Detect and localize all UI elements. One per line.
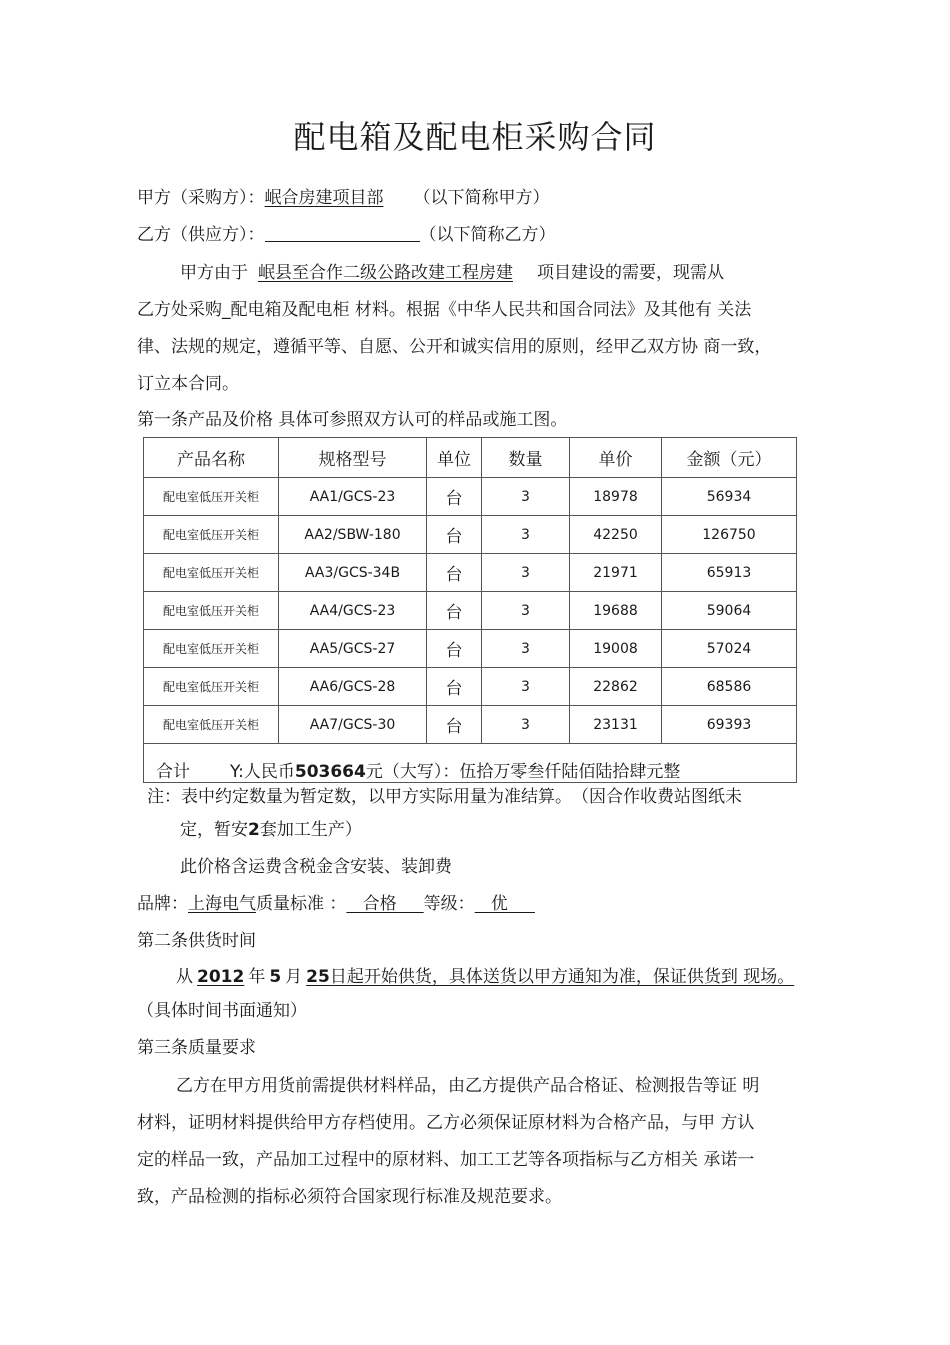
cell-qty: 3 xyxy=(482,668,570,706)
party-b-label: 乙方（供应方）： xyxy=(137,225,265,245)
party-a-line xyxy=(137,183,550,208)
table-row xyxy=(144,668,797,706)
cell-name: 配电室低压开关柜 xyxy=(144,554,279,592)
brand-label: 品牌： xyxy=(137,894,188,914)
cell-amount: 59064 xyxy=(662,592,797,630)
party-b-line xyxy=(137,220,556,245)
table-row xyxy=(144,516,797,554)
header-unit: 单位 xyxy=(427,438,482,478)
total-label: 合计 xyxy=(156,762,190,782)
article-3-heading: 第三条质量要求 xyxy=(137,1038,256,1058)
header-amount: 金额（元） xyxy=(662,438,797,478)
note-line-3: 此价格含运费含税金含安装、装卸费 xyxy=(180,857,452,877)
cell-amount: 68586 xyxy=(662,668,797,706)
cell-name: 配电室低压开关柜 xyxy=(144,706,279,744)
cell-price: 19688 xyxy=(570,592,662,630)
cell-unit: 台 xyxy=(427,668,482,706)
party-a-suffix: （以下简称甲方） xyxy=(413,188,550,208)
intro-line-2: 乙方处采购_配电箱及配电柜 材料。根据《中华人民共和国合同法》及其他有 关法 xyxy=(137,300,752,320)
cell-price: 21971 xyxy=(570,554,662,592)
article-3-line-2: 材料，证明材料提供给甲方存档使用。乙方必须保证原材料为合格产品，与甲 方认 xyxy=(137,1113,755,1133)
cell-name: 配电室低压开关柜 xyxy=(144,516,279,554)
supply-year-unit: 年 xyxy=(248,967,266,987)
cell-unit: 台 xyxy=(427,516,482,554)
total-amount: 503664 xyxy=(294,762,366,782)
quality-label: 质量标准 ： xyxy=(256,894,347,914)
cell-model: AA5/GCS-27 xyxy=(279,630,427,668)
brand-line xyxy=(137,889,535,914)
document-title: 配电箱及配电柜采购合同 xyxy=(293,118,657,156)
quality-value: 合格 xyxy=(362,894,397,914)
supply-year: 2012 xyxy=(197,967,245,987)
total-cell xyxy=(144,744,797,783)
cell-model: AA1/GCS-23 xyxy=(279,478,427,516)
party-a-label: 甲方（采购方）： xyxy=(137,188,265,208)
party-b-suffix: （以下简称乙方） xyxy=(419,225,556,245)
cell-price: 42250 xyxy=(570,516,662,554)
header-unit-price: 单价 xyxy=(570,438,662,478)
supply-month: 5 xyxy=(269,967,282,987)
note-l2-num: 2 xyxy=(248,820,260,840)
party-b-blank xyxy=(265,225,420,242)
cell-qty: 3 xyxy=(482,478,570,516)
article-2-line-1 xyxy=(176,962,794,987)
cell-unit: 台 xyxy=(427,630,482,668)
cell-qty: 3 xyxy=(482,516,570,554)
note-line-2 xyxy=(180,815,362,840)
cell-amount: 57024 xyxy=(662,630,797,668)
cell-amount: 69393 xyxy=(662,706,797,744)
table-row xyxy=(144,592,797,630)
note-line-1: 注：表中约定数量为暂定数，以甲方实际用量为准结算。 （因合作收费站图纸未 xyxy=(147,787,742,807)
cell-amount: 126750 xyxy=(662,516,797,554)
cell-unit: 台 xyxy=(427,554,482,592)
grade-value: 优 xyxy=(490,894,508,914)
table-row xyxy=(144,554,797,592)
supply-from: 从 xyxy=(176,967,193,987)
header-product-name: 产品名称 xyxy=(144,438,279,478)
cell-price: 18978 xyxy=(570,478,662,516)
header-model: 规格型号 xyxy=(279,438,427,478)
supply-rest: 日起开始供货，具体送货以甲方通知为准，保证供货到 现场。 xyxy=(329,967,795,987)
brand-value: 上海电气 xyxy=(188,894,256,914)
cell-model: AA4/GCS-23 xyxy=(279,592,427,630)
cell-qty: 3 xyxy=(482,554,570,592)
intro-line-3: 律、法规的规定，遵循平等、自愿、公开和诚实信用的原则，经甲乙双方协 商一致， xyxy=(137,337,772,357)
article-2-line-2: （具体时间书面通知） xyxy=(137,1001,307,1021)
cell-model: AA3/GCS-34B xyxy=(279,554,427,592)
cell-qty: 3 xyxy=(482,630,570,668)
cell-name: 配电室低压开关柜 xyxy=(144,668,279,706)
cell-price: 19008 xyxy=(570,630,662,668)
table-header-row xyxy=(144,438,797,478)
cell-unit: 台 xyxy=(427,592,482,630)
article-3-line-1: 乙方在甲方用货前需提供材料样品，由乙方提供产品合格证、检测报告等证 明 xyxy=(176,1076,760,1096)
intro-line-4: 订立本合同。 xyxy=(137,374,239,394)
cell-qty: 3 xyxy=(482,706,570,744)
note-l2-a: 定，暂安 xyxy=(180,820,248,840)
cell-amount: 65913 xyxy=(662,554,797,592)
table-row xyxy=(144,630,797,668)
article-2-heading: 第二条供货时间 xyxy=(137,931,256,951)
article-1-heading: 第一条产品及价格 具体可参照双方认可的样品或施工图。 xyxy=(137,410,568,430)
cell-price: 23131 xyxy=(570,706,662,744)
header-quantity: 数量 xyxy=(482,438,570,478)
article-3-line-4: 致，产品检测的指标必须符合国家现行标准及规范要求。 xyxy=(137,1187,562,1207)
table-row xyxy=(144,706,797,744)
cell-unit: 台 xyxy=(427,706,482,744)
cell-model: AA6/GCS-28 xyxy=(279,668,427,706)
intro-l1-b: 项目建设的需要，现需从 xyxy=(537,263,724,283)
note-l2-b: 套加工生产） xyxy=(259,820,362,840)
cell-model: AA7/GCS-30 xyxy=(279,706,427,744)
intro-l1-a: 甲方由于 xyxy=(180,263,248,283)
cell-name: 配电室低压开关柜 xyxy=(144,478,279,516)
cell-name: 配电室低压开关柜 xyxy=(144,592,279,630)
table-row xyxy=(144,478,797,516)
total-suffix: 元（大写）：伍拾万零叁仟陆佰陆拾肆元整 xyxy=(365,762,681,782)
article-3-line-3: 定的样品一致，产品加工过程中的原材料、加工工艺等各项指标与乙方相关 承诺一 xyxy=(137,1150,755,1170)
supply-day: 25 xyxy=(306,967,330,987)
supply-month-unit: 月 xyxy=(285,967,303,987)
product-table xyxy=(143,437,797,783)
cell-name: 配电室低压开关柜 xyxy=(144,630,279,668)
project-name: 岷县至合作二级公路改建工程房建 xyxy=(258,263,513,283)
cell-qty: 3 xyxy=(482,592,570,630)
cell-model: AA2/SBW-180 xyxy=(279,516,427,554)
party-a-name: 岷合房建项目部 xyxy=(264,188,384,208)
total-row xyxy=(144,744,797,783)
total-prefix: Y:人民币 xyxy=(230,762,295,782)
cell-price: 22862 xyxy=(570,668,662,706)
grade-label: 等级： xyxy=(423,894,475,914)
cell-unit: 台 xyxy=(427,478,482,516)
intro-line-1 xyxy=(180,258,724,283)
cell-amount: 56934 xyxy=(662,478,797,516)
